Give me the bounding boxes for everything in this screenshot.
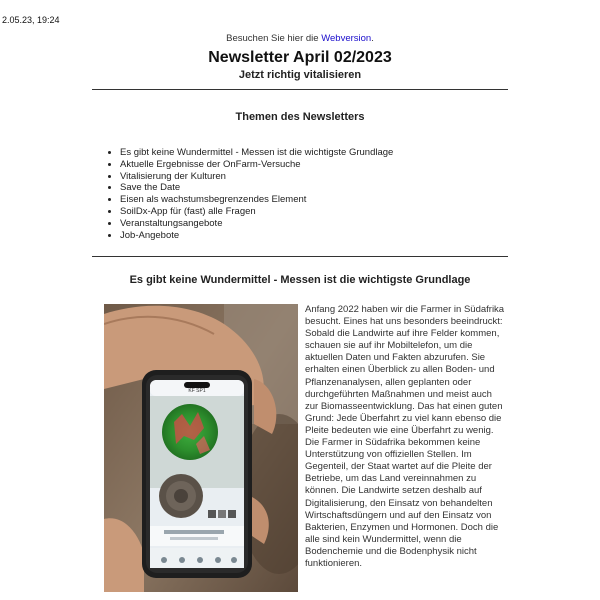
topics-list — [108, 147, 393, 241]
article-body: Anfang 2022 haben wir die Farmer in Südafrika besucht. Eines hat uns besonders beeindruckt: Sobald die Landwirte auf ihre Felder kommen, schauen sie auf ihr Mobiltelefon, um die aktuellen Daten und Fakten abzurufen. Sie erhalten einen Überblick zu allen Boden- und Pflanzenanalysen, allen geplanten oder durchgeführten Maßnahmen und meist auch zur Biomasseentwicklung. Das hat einen guten Grund: Jede Überfahrt zu viel kann ebenso die Pleite bedeuten wie eine Überfahrt zu wenig. Die Farmer in Südafrika bekommen keine Unterstützung von offiziellen Stellen. Im Gegenteil, der Staat wartet auf die Pleite der Betriebe, um das Land vereinnahmen zu können. Die Landwirte setzen deshalb auf Digitalisierung, den Einsatz von behandelten Wirtschaftsdüngern und auf den Einsatz von Bakterien, Enzymen und Hormonen. Doch die alle sind kein Wundermittel, wenn die Bodenchemie und die Bodenphysik nicht funktionieren. — [305, 304, 505, 569]
webversion-link[interactable]: Webversion — [321, 33, 372, 44]
svg-text:KF SP1: KF SP1 — [188, 388, 206, 394]
webversion-line — [0, 33, 600, 44]
article-photo — [104, 304, 298, 592]
topic-item: • Vitalisierung der Kulturen — [120, 171, 393, 183]
timestamp: 2.05.23, 19:24 — [2, 15, 60, 25]
webversion-suffix: . — [371, 33, 374, 44]
divider-top — [92, 89, 508, 90]
topic-item: • Eisen als wachstumsbegrenzendes Element — [120, 194, 393, 206]
topics-heading: Themen des Newsletters — [235, 111, 365, 123]
article-heading: Es gibt keine Wundermittel - Messen ist die wichtigste Grundlage — [129, 274, 471, 286]
topic-item: • SoilDx-App für (fast) alle Fragen — [120, 206, 393, 218]
divider-middle — [92, 256, 508, 257]
newsletter-title: Newsletter April 02/2023 — [208, 49, 392, 66]
newsletter-subtitle: Jetzt richtig vitalisieren — [238, 69, 362, 81]
topic-item: • Es gibt keine Wundermittel - Messen ist die wichtigste Grundlage — [120, 147, 393, 159]
webversion-prefix: Besuchen Sie hier die — [226, 33, 322, 44]
topic-item: • Job-Angebote — [120, 230, 393, 242]
hand-holding-phone-photo — [104, 304, 298, 592]
topic-item: • Save the Date — [120, 182, 393, 194]
topic-item: • Veranstaltungsangebote — [120, 218, 393, 230]
topic-item: • Aktuelle Ergebnisse der OnFarm-Versuche — [120, 159, 393, 171]
